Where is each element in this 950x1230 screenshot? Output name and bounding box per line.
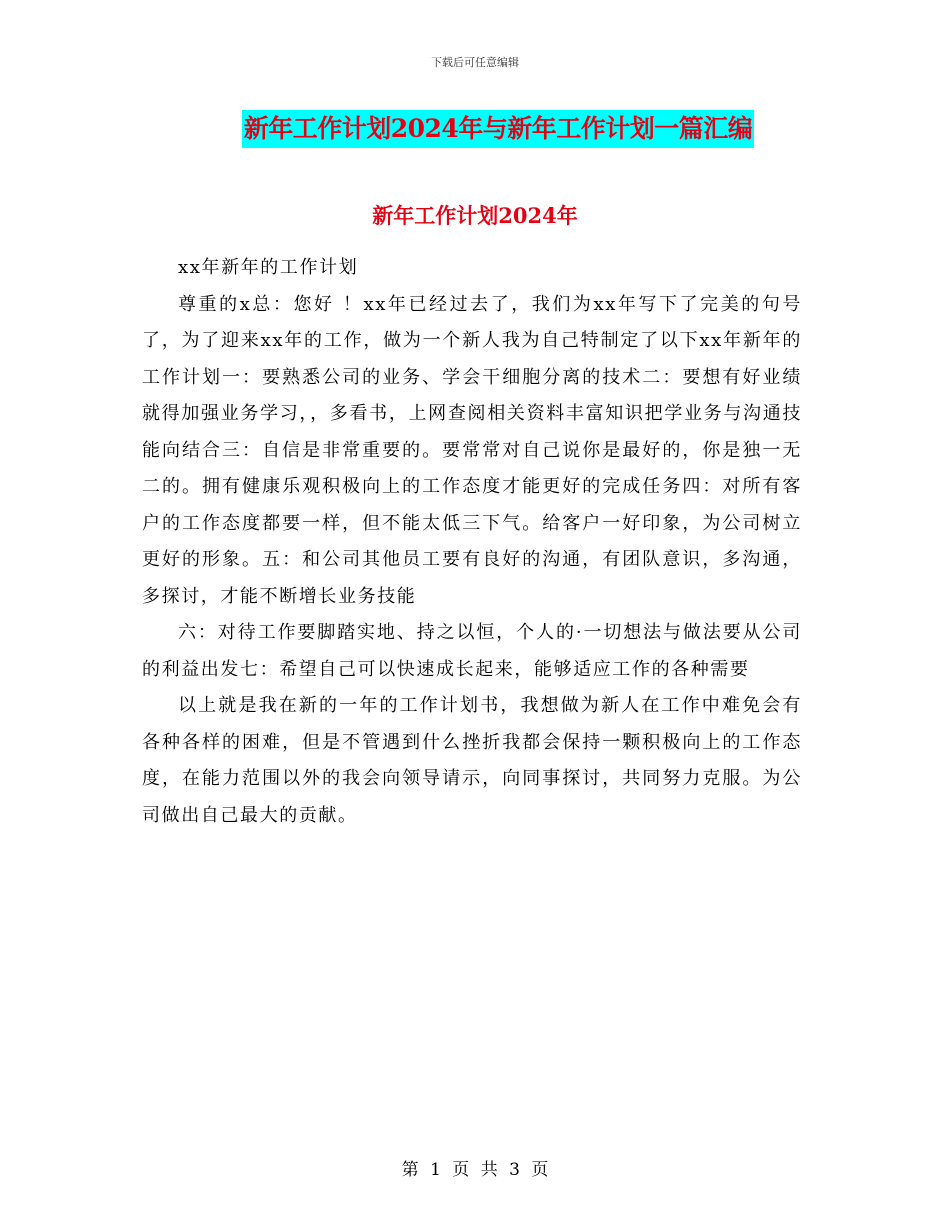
paragraph-heading: xx年新年的工作计划 [178, 257, 359, 278]
page-indicator: 第 1 页 共 3 页 [401, 1160, 549, 1180]
section-title: 新年工作计划2024年 [372, 203, 578, 228]
header-note: 下载后可任意编辑 [431, 56, 519, 69]
paragraph: 六：对待工作要脚踏实地、持之以恒，个人的·一切想法与做法要从公司的利益出发七：希望自己可以快速成长起来，能够适应工作的各种需要 [142, 622, 802, 680]
document-title-container [0, 110, 950, 148]
document-body [142, 250, 802, 834]
paragraph: 尊重的x总：您好 ！xx年已经过去了，我们为xx年写下了完美的句号了，为了迎来xx年的工作，做为一个新人我为自己特制定了以下xx年新年的工作计划一：要熟悉公司的业务、学会干细胞分离的技术二：要想有好业绩就得加强业务学习，，多看书，上网查阅相关资料丰富知识把学业务与沟通技能向结合三：自信是非常重要的。要常常对自己说你是最好的，你是独一无二的。拥有健康乐观积极向上的工作态度才能更好的完成任务四：对所有客户的工作态度都要一样，但不能太低三下气。给客户一好印象，为公司树立更好的形象。五：和公司其他员工要有良好的沟通，有团队意识，多沟通，多探讨，才能不断增长业务技能 [142, 293, 802, 607]
paragraph: 以上就是我在新的一年的工作计划书，我想做为新人在工作中难免会有各种各样的困难，但是不管遇到什么挫折我都会保持一颗积极向上的工作态度，在能力范围以外的我会向领导请示，向同事探讨，共同努力克服。为公司做出自己最大的贡献。 [142, 695, 802, 826]
document-title: 新年工作计划2024年与新年工作计划一篇汇编 [242, 110, 755, 148]
